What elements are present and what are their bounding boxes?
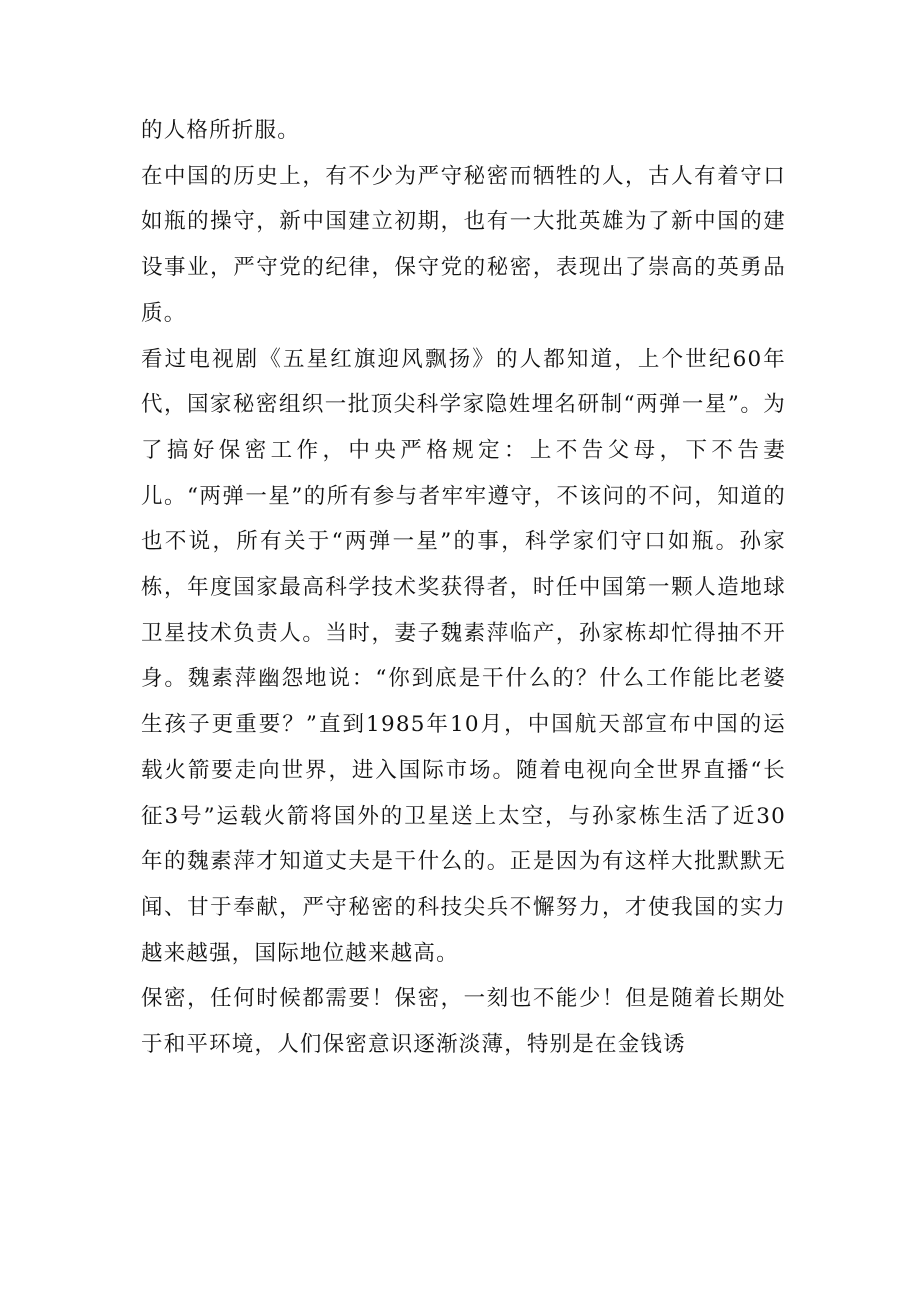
paragraph-4: 保密，任何时候都需要！保密，一刻也不能少！但是随着长期处于和平环境，人们保密意识逐渐淡薄，特别是在金钱诱 bbox=[141, 986, 786, 1058]
document-body bbox=[141, 108, 786, 1068]
paragraph-3: 看过电视剧《五星红旗迎风飘扬》的人都知道，上个世纪60年代，国家秘密组织一批顶尖科学家隐姓埋名研制“两弹一星”。为了搞好保密工作，中央严格规定：上不告父母，下不告妻儿。“两弹一星”的所有参与者牢牢遵守，不该问的不问，知道的也不说，所有关于“两弹一星”的事，科学家们守口如瓶。孙家栋，年度国家最高科学技术奖获得者，时任中国第一颗人造地球卫星技术负责人。当时，妻子魏素萍临产，孙家栋却忙得抽不开身。魏素萍幽怨地说：“你到底是干什么的？什么工作能比老婆生孩子更重要？”直到1985年10月，中国航天部宣布中国的运载火箭要走向世界，进入国际市场。随着电视向全世界直播“长征3号”运载火箭将国外的卫星送上太空，与孙家栋生活了近30年的魏素萍才知道丈夫是干什么的。正是因为有这样大批默默无闻、甘于奉献，严守秘密的科技尖兵不懈努力，才使我国的实力越来越强，国际地位越来越高。 bbox=[141, 346, 786, 966]
paragraph-2: 在中国的历史上，有不少为严守秘密而牺牲的人，古人有着守口如瓶的操守，新中国建立初期，也有一大批英雄为了新中国的建设事业，严守党的纪律，保守党的秘密，表现出了崇高的英勇品质。 bbox=[141, 163, 786, 326]
paragraph-1: 的人格所折服。 bbox=[141, 118, 300, 143]
